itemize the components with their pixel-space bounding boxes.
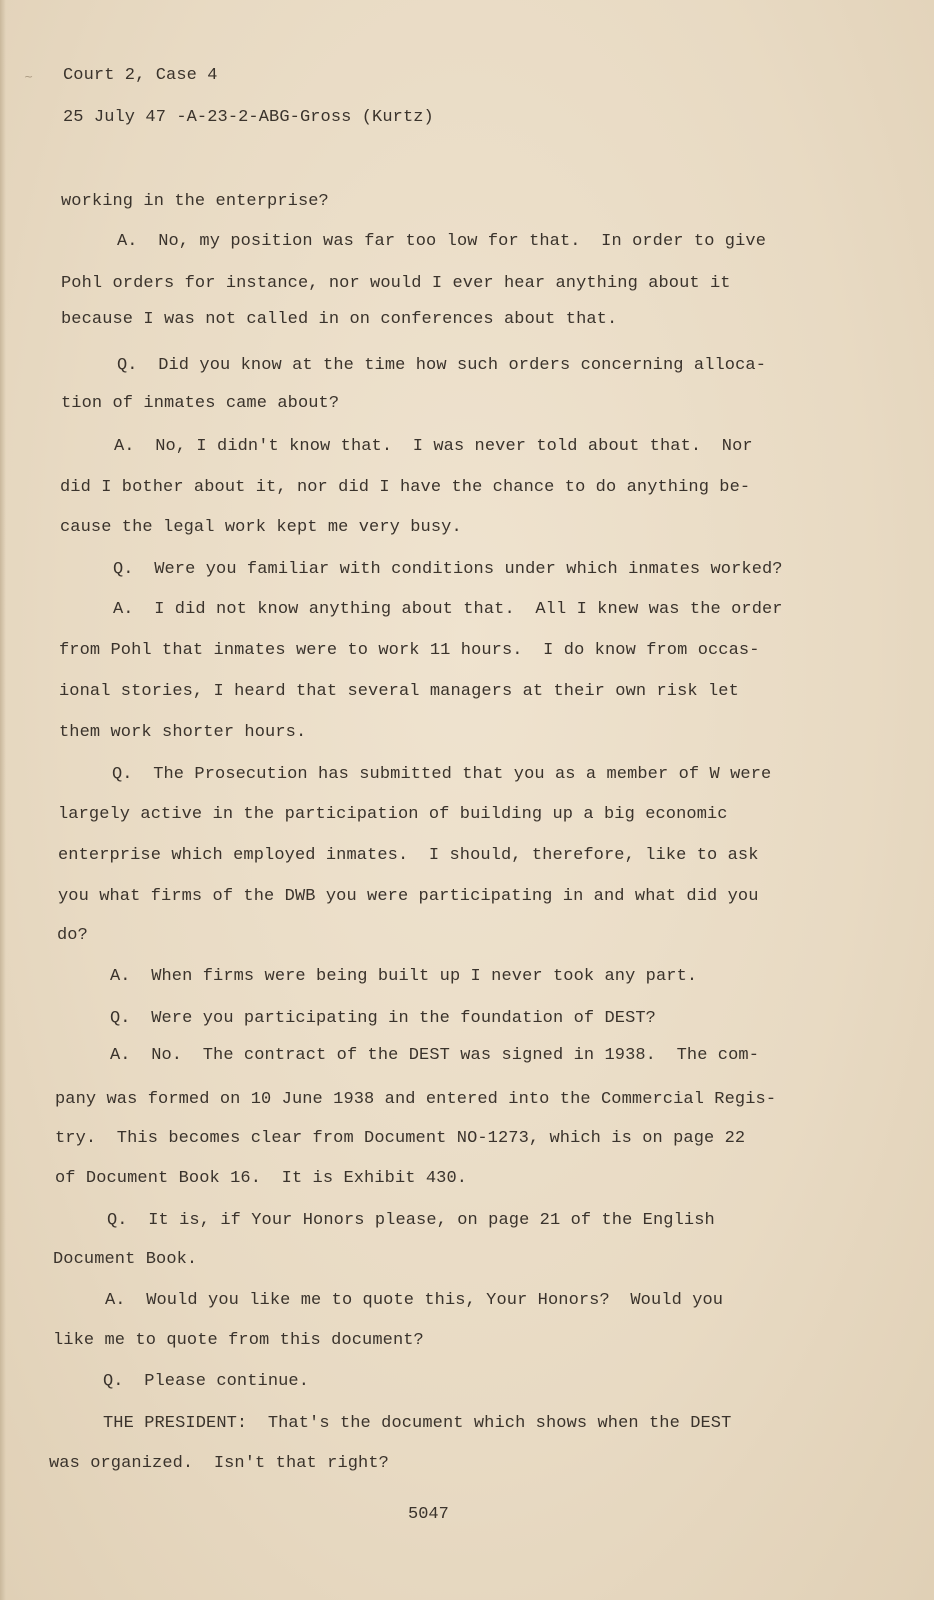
transcript-line: Q. Were you familiar with conditions under which inmates worked?: [113, 560, 783, 579]
transcript-line: A. Would you like me to quote this, Your Honors? Would you: [105, 1291, 724, 1310]
transcript-line: cause the legal work kept me very busy.: [60, 518, 462, 537]
transcript-line: Q. Were you participating in the foundation of DEST?: [110, 1009, 656, 1028]
transcript-line: largely active in the participation of building up a big economic: [58, 805, 728, 824]
transcript-line: A. No. The contract of the DEST was signed in 1938. The com-: [110, 1046, 760, 1065]
transcript-line: tion of inmates came about?: [61, 394, 340, 413]
transcript-line: A. No, my position was far too low for that. In order to give: [117, 232, 767, 251]
transcript-line: do?: [57, 926, 88, 945]
transcript-line: A. No, I didn't know that. I was never told about that. Nor: [114, 437, 753, 456]
transcript-line: them work shorter hours.: [59, 723, 307, 742]
transcript-line: because I was not called in on conferences about that.: [61, 310, 618, 329]
header-court: Court 2, Case 4: [63, 66, 218, 85]
transcript-line: was organized. Isn't that right?: [49, 1454, 389, 1473]
header-session: 25 July 47 -A-23-2-ABG-Gross (Kurtz): [63, 108, 434, 127]
transcript-line: Q. It is, if Your Honors please, on page 21 of the English: [107, 1211, 715, 1230]
transcript-line: Q. Did you know at the time how such orders concerning alloca-: [117, 356, 767, 375]
transcript-line: THE PRESIDENT: That's the document which shows when the DEST: [103, 1414, 732, 1433]
transcript-line: you what firms of the DWB you were participating in and what did you: [58, 887, 759, 906]
transcript-line: Document Book.: [53, 1250, 198, 1269]
transcript-line: try. This becomes clear from Document NO-1273, which is on page 22: [55, 1129, 746, 1148]
transcript-line: Q. Please continue.: [103, 1372, 310, 1391]
transcript-line: from Pohl that inmates were to work 11 hours. I do know from occas-: [59, 641, 760, 660]
transcript-line: enterprise which employed inmates. I should, therefore, like to ask: [58, 846, 759, 865]
margin-mark: ~: [24, 70, 34, 83]
transcript-line: ional stories, I heard that several managers at their own risk let: [59, 682, 739, 701]
transcript-line: like me to quote from this document?: [53, 1331, 424, 1350]
transcript-line: pany was formed on 10 June 1938 and entered into the Commercial Regis-: [55, 1090, 777, 1109]
transcript-line: A. I did not know anything about that. All I knew was the order: [113, 600, 783, 619]
transcript-line: of Document Book 16. It is Exhibit 430.: [55, 1169, 468, 1188]
transcript-line: Q. The Prosecution has submitted that you as a member of W were: [112, 765, 772, 784]
transcript-line: working in the enterprise?: [61, 192, 329, 211]
page-number: 5047: [408, 1505, 449, 1524]
transcript-line: did I bother about it, nor did I have the chance to do anything be-: [60, 478, 751, 497]
transcript-line: Pohl orders for instance, nor would I ever hear anything about it: [61, 274, 731, 293]
transcript-line: A. When firms were being built up I never took any part.: [110, 967, 698, 986]
